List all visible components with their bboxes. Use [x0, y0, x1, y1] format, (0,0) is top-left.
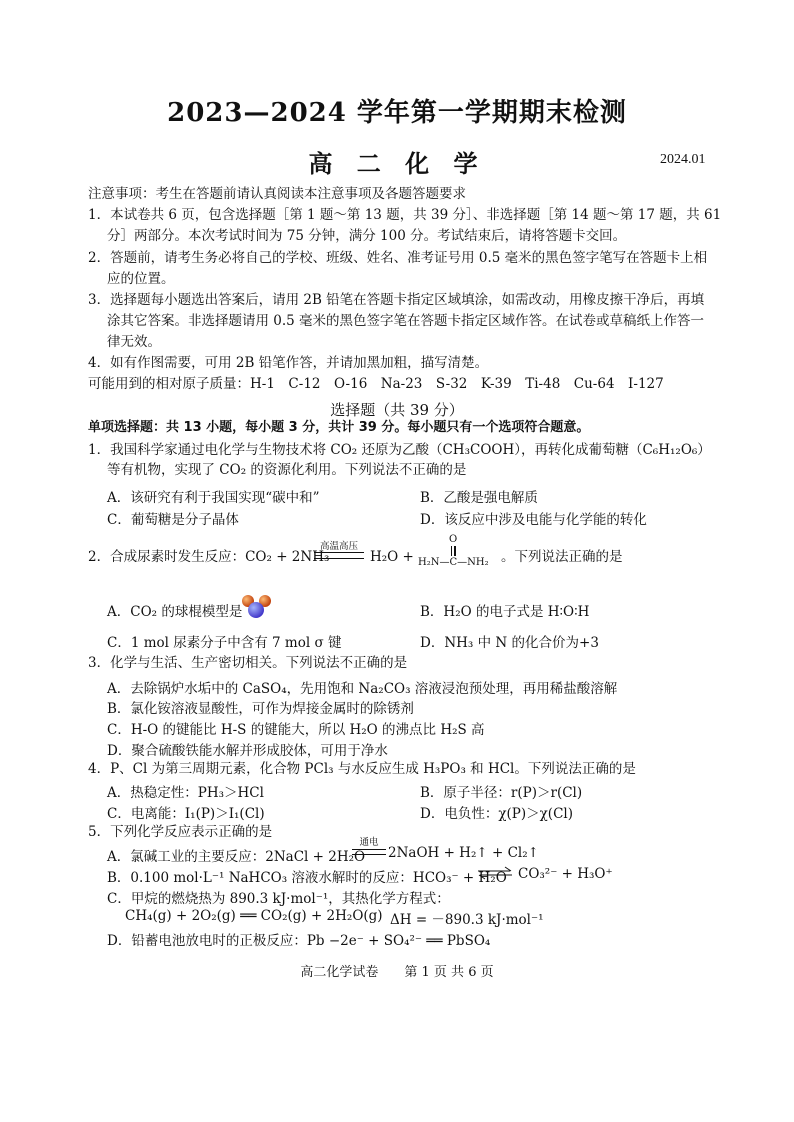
q5-option-d: D．铅蓄电池放电时的正极反应：Pb −2e⁻ + SO₄²⁻ ══ PbSO₄: [107, 933, 491, 949]
q2-stem-left: 2．合成尿素时发生反应：CO₂ + 2NH₃: [88, 549, 330, 565]
q3-option-d: D．聚合硫酸铁能水解并形成胶体，可用于净水: [107, 743, 388, 759]
notice-item-2-line-2: 应的位置。: [107, 271, 175, 287]
q2-stem-mid: H₂O +: [370, 549, 414, 565]
q1-option-b: B．乙酸是强电解质: [420, 490, 538, 506]
urea-double-bond: [451, 546, 453, 556]
q5-option-b-left: B．0.100 mol·L⁻¹ NaHCO₃ 溶液水解时的反应：HCO₃⁻ + H₂O: [107, 870, 507, 886]
q2-stem-right: 。下列说法正确的是: [501, 549, 623, 565]
q2-option-c: C．1 mol 尿素分子中含有 7 mol σ 键: [107, 635, 342, 651]
q5-option-c-equation: CH₄(g) + 2O₂(g) ══ CO₂(g) + 2H₂O(g): [125, 908, 383, 924]
q5-option-a-left: A．氯碱工业的主要反应：2NaCl + 2H₂O: [107, 849, 366, 865]
equilibrium-arrow-icon: [476, 866, 514, 880]
q2-equals-sign: [314, 552, 364, 559]
q2-option-d: D．NH₃ 中 N 的化合价为+3: [420, 635, 599, 651]
q5-stem: 5．下列化学反应表示正确的是: [88, 824, 273, 840]
q2-reaction-condition: 高温高压: [319, 541, 358, 552]
urea-chain: H₂N—C—NH₂: [418, 557, 489, 568]
q5-option-b-right: CO₃²⁻ + H₃O⁺: [518, 866, 613, 882]
q4-option-b: B．原子半径：r(P)＞r(Cl): [420, 785, 583, 801]
q1-option-a: A．该研究有利于我国实现“碳中和”: [107, 490, 320, 506]
co2-ball-stick-model: [240, 592, 272, 620]
q4-stem: 4．P、Cl 为第三周期元素，化合物 PCl₃ 与水反应生成 H₃PO₃ 和 HCl。下列说法正确的是: [88, 761, 636, 777]
q3-option-a: A．去除锅炉水垢中的 CaSO₄，先用饱和 Na₂CO₃ 溶液浸泡预处理，再用稀盐酸溶解: [107, 681, 618, 697]
page-footer: 高二化学试卷 第 1 页 共 6 页: [300, 965, 494, 980]
q1-option-d: D．该反应中涉及电能与化学能的转化: [420, 512, 647, 528]
q1-stem-line-1: 1．我国科学家通过电化学与生物技术将 CO₂ 还原为乙酸（CH₃COOH），再转化成葡萄糖（C₆H₁₂O₆）: [88, 442, 711, 458]
urea-oxygen: O: [449, 534, 458, 545]
notice-item-4: 4．如有作图需要，可用 2B 铅笔作答，并请加黑加粗，描写清楚。: [88, 355, 489, 371]
notice-item-3-line-2: 涂其它答案。非选择题请用 0.5 毫米的黑色签字笔在答题卡指定区域作答。在试卷或草稿纸上作答一: [107, 313, 705, 329]
subject-title: 高 二 化 学: [308, 149, 486, 178]
q3-stem: 3．化学与生活、生产密切相关。下列说法不正确的是: [88, 655, 408, 671]
notice-item-1-line-2: 分］两部分。本次考试时间为 75 分钟，满分 100 分。考试结束后，请将答题卡交回。: [107, 228, 627, 244]
q5-option-a-right: 2NaOH + H₂↑ + Cl₂↑: [388, 845, 539, 861]
q5-a-equals-sign: [352, 849, 386, 855]
notice-heading: 注意事项：考生在答题前请认真阅读本注意事项及各题答题要求: [88, 186, 466, 202]
q2-option-b: B．H₂O 的电子式是 H∶O∶H: [420, 604, 590, 620]
q4-option-a: A．热稳定性：PH₃＞HCl: [107, 785, 264, 801]
section-instruction: 单项选择题：共 13 小题，每小题 3 分，共计 39 分。每小题只有一个选项符合题意。: [88, 420, 590, 435]
q3-option-c: C．H-O 的键能比 H-S 的键能大，所以 H₂O 的沸点比 H₂S 高: [107, 722, 485, 738]
q3-option-b: B．氯化铵溶液显酸性，可作为焊接金属时的除锈剂: [107, 701, 414, 717]
q4-option-d: D．电负性：χ(P)＞χ(Cl): [420, 806, 573, 822]
q1-option-c: C．葡萄糖是分子晶体: [107, 512, 239, 528]
notice-item-1-line-1: 1．本试卷共 6 页，包含选择题［第 1 题～第 13 题，共 39 分］、非选择题［第 14 题～第 17 题，共 61: [88, 207, 722, 223]
notice-item-2-line-1: 2．答题前，请考生务必将自己的学校、班级、姓名、准考证号用 0.5 毫米的黑色签字笔写在答题卡上相: [88, 250, 708, 266]
q1-stem-line-2: 等有机物，实现了 CO₂ 的资源化利用。下列说法不正确的是: [107, 462, 467, 478]
q2-option-a: A．CO₂ 的球棍模型是: [107, 604, 243, 620]
notice-item-3-line-3: 律无效。: [107, 334, 161, 350]
q5-option-c-line-1: C．甲烷的燃烧热为 890.3 kJ·mol⁻¹，其热化学方程式：: [107, 891, 450, 907]
q4-option-c: C．电离能：I₁(P)＞I₁(Cl): [107, 806, 265, 822]
atomic-masses: 可能用到的相对原子质量：H-1 C-12 O-16 Na-23 S-32 K-39 Ti-48 Cu-64 I-127: [88, 376, 664, 392]
exam-title: 2023—2024 学年第一学期期末检测: [167, 98, 627, 128]
exam-date: 2024.01: [660, 152, 706, 167]
section-title: 选择题（共 39 分）: [330, 401, 464, 419]
notice-item-3-line-1: 3．选择题每小题选出答案后，请用 2B 铅笔在答题卡指定区域填涂，如需改动，用橡皮擦干净后，再填: [88, 292, 705, 308]
q5-option-c-enthalpy: ΔH = －890.3 kJ·mol⁻¹: [390, 912, 544, 928]
q5-a-condition: 通电: [359, 837, 379, 848]
